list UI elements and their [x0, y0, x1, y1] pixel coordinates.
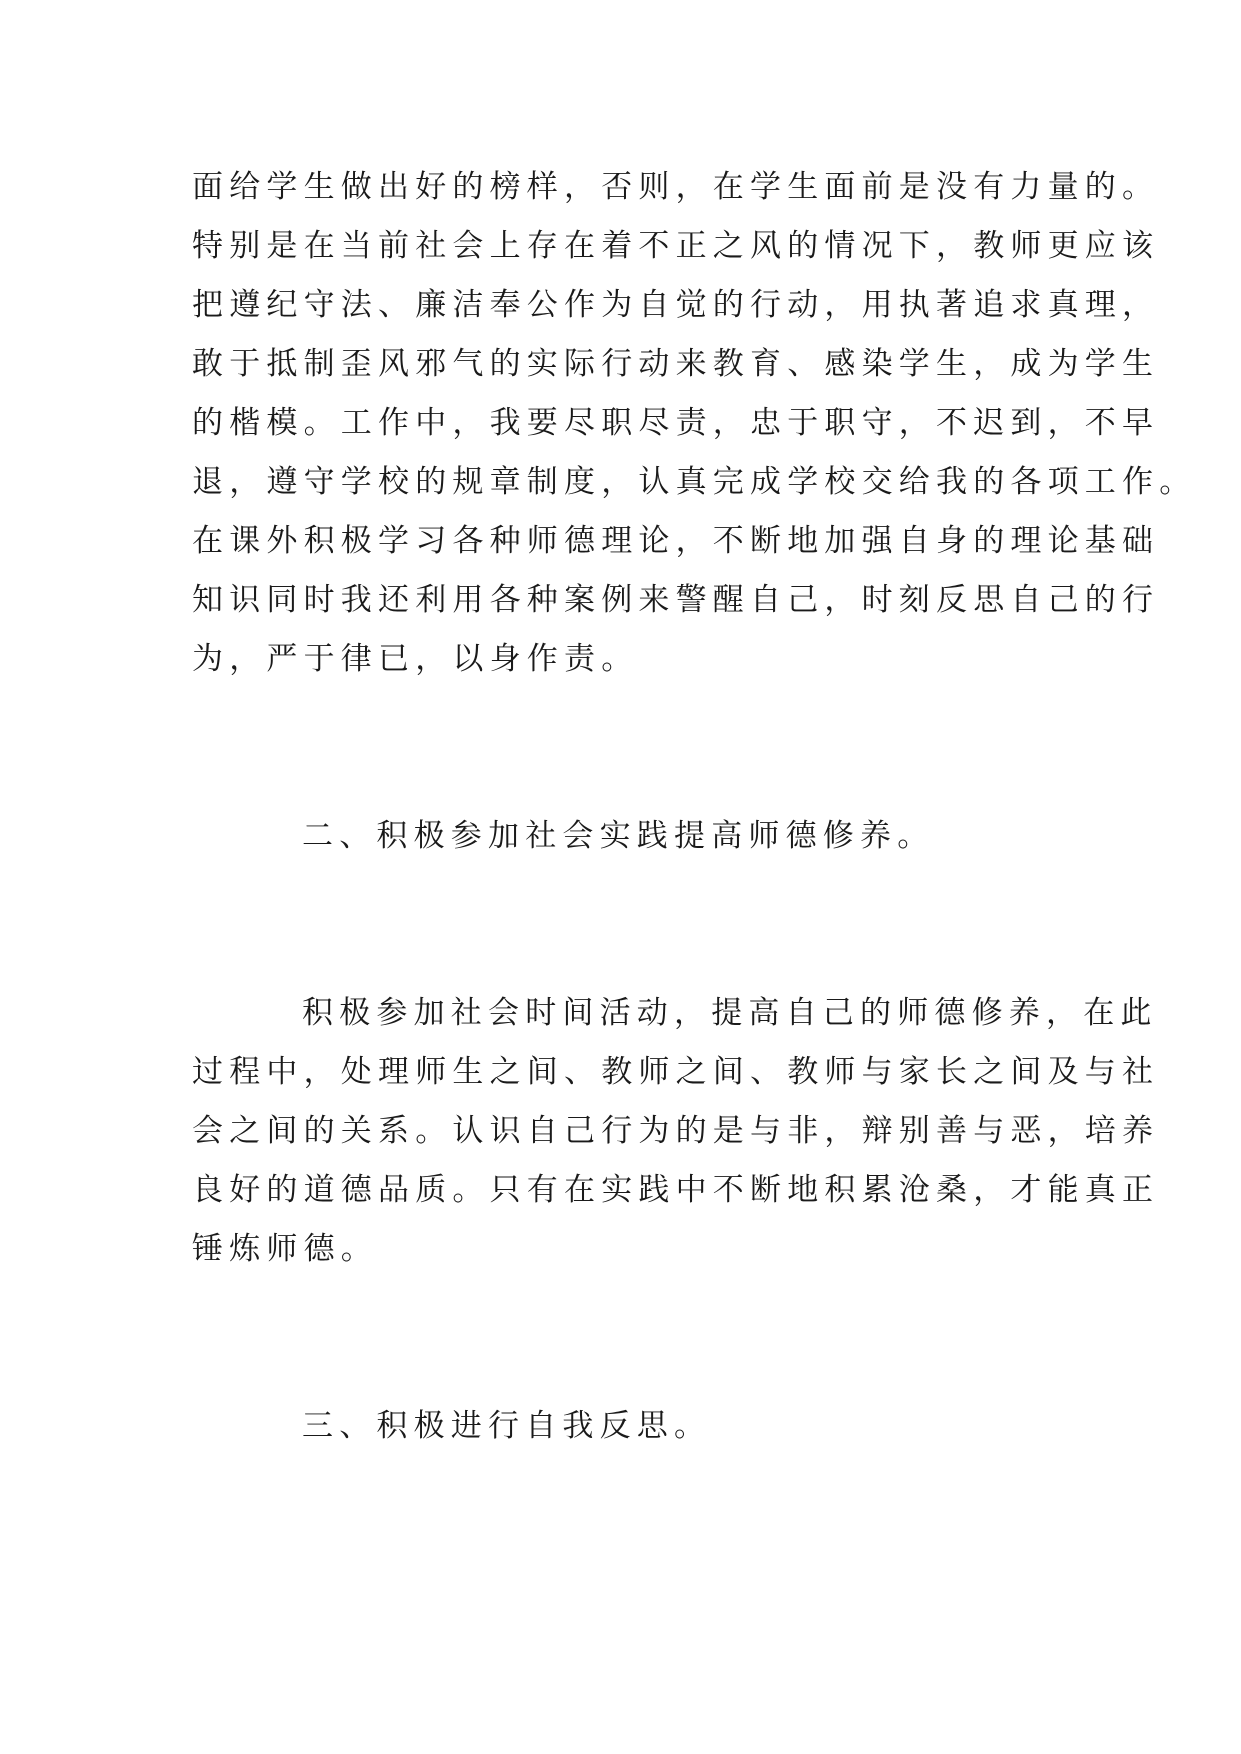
paragraph-2-line-2: 过程中，处理师生之间、教师之间、教师与家长之间及与社: [192, 1054, 1160, 1090]
paragraph-1-line-8: 知识同时我还利用各种案例来警醒自己，时刻反思自己的行: [192, 582, 1160, 618]
paragraph-1-line-1: 面给学生做出好的榜样，否则，在学生面前是没有力量的。: [192, 169, 1160, 205]
paragraph-1-line-6: 退，遵守学校的规章制度，认真完成学校交给我的各项工作。: [192, 464, 1197, 500]
section-heading-3: 三、积极进行自我反思。: [302, 1408, 712, 1444]
paragraph-2-line-5: 锤炼师德。: [192, 1231, 378, 1267]
paragraph-1-line-5: 的楷模。工作中，我要尽职尽责，忠于职守，不迟到，不早: [192, 405, 1160, 441]
paragraph-2-line-1: 积极参加社会时间活动，提高自己的师德修养，在此: [302, 995, 1158, 1031]
paragraph-2-line-3: 会之间的关系。认识自己行为的是与非，辩别善与恶，培养: [192, 1113, 1160, 1149]
paragraph-1-line-7: 在课外积极学习各种师德理论，不断地加强自身的理论基础: [192, 523, 1160, 559]
paragraph-1-line-9: 为，严于律已，以身作责。: [192, 641, 639, 677]
paragraph-1-line-4: 敢于抵制歪风邪气的实际行动来教育、感染学生，成为学生: [192, 346, 1160, 382]
section-heading-2: 二、积极参加社会实践提高师德修养。: [302, 818, 935, 854]
paragraph-1-line-2: 特别是在当前社会上存在着不正之风的情况下，教师更应该: [192, 228, 1160, 264]
paragraph-2-line-4: 良好的道德品质。只有在实践中不断地积累沧桑，才能真正: [192, 1172, 1160, 1208]
paragraph-1-line-3: 把遵纪守法、廉洁奉公作为自觉的行动，用执著追求真理，: [192, 287, 1160, 323]
